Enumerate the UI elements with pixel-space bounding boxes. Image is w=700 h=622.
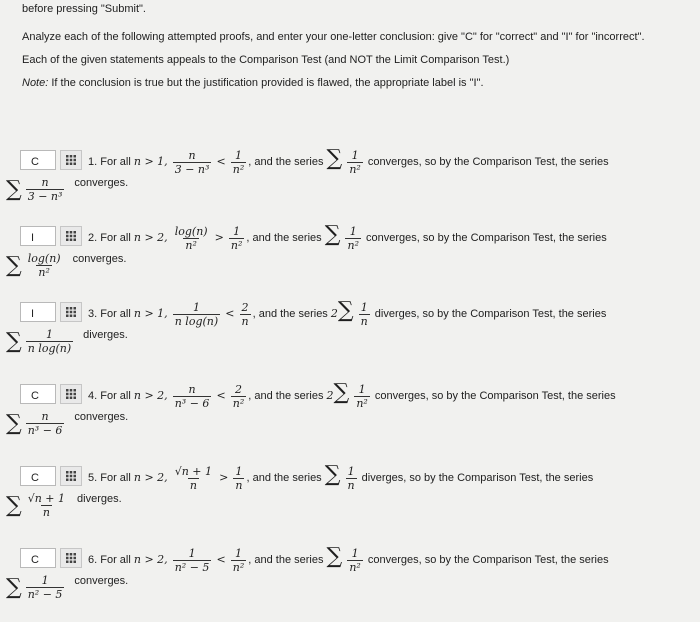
grid-icon-button-3[interactable] [60,302,82,322]
frac-den: n³ − 6 [174,396,210,410]
grid-icon [66,553,76,563]
frac-num: n [188,148,196,162]
answer-input-3[interactable] [20,302,56,322]
flaw-note [22,76,662,91]
sigma-symbol: ∑ [324,462,341,487]
frac-num: 1 [233,224,241,238]
statement-tail: converges, so by the Comparison Test, the series [362,232,607,244]
frac-den: n [235,478,243,492]
frac-den: n [360,314,368,328]
frac-num: 1 [41,574,49,587]
frac-num: 1 [235,546,243,560]
grid-icon-button-1[interactable] [60,150,82,170]
fraction-left [173,301,220,328]
frac-den: 3 − n³ [174,162,210,176]
frac-num: log(n) [27,252,61,265]
fraction-left [173,149,212,176]
statement-tail: converges, so by the Comparison Test, the series [364,156,609,168]
frac-den: n² [232,560,245,574]
fraction-compare [347,149,363,176]
frac-num: 1 [192,300,200,314]
statement-mid: , and the series [246,232,325,244]
frac-num: √n + 1 [174,464,213,478]
frac-den: n log(n) [174,314,219,328]
frac-den: n [189,478,197,492]
frac-den: n² [185,238,197,252]
fraction-left [173,383,212,410]
sigma-symbol: ∑ [326,146,343,171]
frac-den: n² [349,560,361,574]
fraction-right [240,301,251,328]
statement-mid: , and the series [246,472,325,484]
fraction-left [173,465,214,492]
sigma-symbol: ∑ [337,298,354,323]
problem-1 [0,146,700,226]
frac-den: 3 − n³ [27,190,63,203]
instructions [22,30,662,99]
condition: n > 2, [133,553,168,566]
frac-num: 1 [45,328,53,341]
frac-den: n² − 5 [27,588,63,601]
series-2 [6,252,126,279]
series-fraction [26,410,65,437]
statement-lead: 2. For all [88,232,134,244]
series-conclusion: diverges. [77,492,122,505]
series-conclusion: converges. [74,410,129,423]
series-4 [6,410,128,437]
answer-input-4[interactable] [20,384,56,404]
frac-num: √n + 1 [27,492,66,505]
condition: n > 2, [133,471,168,484]
sigma-symbol: ∑ [326,544,343,569]
frac-num: 1 [188,546,196,560]
frac-den: n² [349,162,361,176]
frac-num: 1 [235,148,243,162]
statement-tail: converges, so by the Comparison Test, the series [371,390,616,402]
statement-tail: converges, so by the Comparison Test, the series [364,554,609,566]
inequality: < [216,155,226,168]
series-conclusion: diverges. [83,328,128,341]
statement-mid: , and the series [248,156,327,168]
statement-5 [88,462,593,492]
grid-icon [66,307,76,317]
series-5 [6,492,122,519]
statement-lead: 4. For all [88,390,134,402]
frac-num: n [188,382,196,396]
statement-2 [88,222,607,252]
fraction-left [173,225,210,252]
sigma-symbol: ∑ [6,575,22,600]
sigma-symbol: ∑ [6,253,22,278]
problem-3 [0,298,700,378]
statement-tail: diverges, so by the Comparison Test, the series [371,308,607,320]
grid-icon-button-6[interactable] [60,548,82,568]
frac-den: n [42,506,50,519]
grid-icon [66,471,76,481]
intro-text: Analyze each of the following attempted proofs, and enter your one-letter conclusion: give "C" for "correct" and "I" for "incorrect". [22,31,645,43]
inequality: > [214,231,224,244]
frac-num: 1 [235,464,243,478]
coefficient: 2 [330,307,338,320]
series-conclusion: converges. [72,252,127,265]
condition: n > 1, [133,307,168,320]
frac-den: n² [232,162,245,176]
sigma-symbol: ∑ [324,222,341,247]
series-conclusion: converges. [74,574,129,587]
statement-lead: 3. For all [88,308,134,320]
grid-icon-button-2[interactable] [60,226,82,246]
series-fraction [26,328,73,355]
statement-1 [88,146,609,176]
series-fraction [26,492,67,519]
statement-lead: 1. For all [88,156,134,168]
frac-num: 2 [235,382,243,396]
problem-2 [0,222,700,302]
answer-input-2[interactable] [20,226,56,246]
sigma-symbol: ∑ [6,177,22,202]
statement-6 [88,544,609,574]
comparison-note: Each of the given statements appeals to the Comparison Test (and NOT the Limit Comparison Test.) [22,54,510,66]
inequality: < [216,389,226,402]
statement-4 [88,380,616,410]
grid-icon [66,389,76,399]
fraction-right [231,383,247,410]
answer-input-1[interactable] [20,150,56,170]
top-line: before pressing "Submit". [22,3,146,15]
note-label: Note: [22,77,49,89]
grid-icon-button-4[interactable] [60,384,82,404]
frac-den: n² [347,238,359,252]
fraction-compare [354,383,370,410]
statement-3 [88,298,606,328]
series-fraction [26,176,65,203]
frac-den: n [241,314,249,328]
frac-num: 1 [351,546,359,560]
frac-num: 1 [347,464,355,478]
fraction-right [229,225,245,252]
frac-den: n² [38,266,50,279]
coefficient: 2 [326,389,334,402]
frac-den: n² [356,396,368,410]
fraction-right [233,465,244,492]
condition: n > 2, [133,231,168,244]
inequality: > [219,471,229,484]
answer-input-5[interactable] [20,466,56,486]
condition: n > 1, [133,155,168,168]
series-fraction [26,252,63,279]
fraction-left [173,547,212,574]
answer-input-6[interactable] [20,548,56,568]
sigma-symbol: ∑ [6,493,22,518]
series-3 [6,328,128,355]
statement-lead: 5. For all [88,472,134,484]
sigma-symbol: ∑ [6,329,22,354]
frac-num: 1 [351,148,359,162]
statement-mid: , and the series [248,390,327,402]
fraction-compare [347,547,363,574]
grid-icon [66,155,76,165]
fraction-compare [346,465,357,492]
sigma-symbol: ∑ [6,411,22,436]
series-conclusion: converges. [74,176,129,189]
frac-num: 2 [241,300,249,314]
grid-icon [66,231,76,241]
frac-den: n² [230,238,243,252]
fraction-compare [359,301,370,328]
frac-den: n² − 5 [174,560,210,574]
frac-den: n [347,478,355,492]
frac-num: 1 [358,382,366,396]
frac-num: n [41,176,49,189]
series-6 [6,574,128,601]
frac-num: n [41,410,49,423]
series-fraction [26,574,65,601]
inequality: < [216,553,226,566]
statement-tail: diverges, so by the Comparison Test, the series [358,472,594,484]
grid-icon-button-5[interactable] [60,466,82,486]
frac-num: 1 [360,300,368,314]
problem-4 [0,380,700,460]
condition: n > 2, [133,389,168,402]
frac-den: n log(n) [27,342,72,355]
note-text: If the conclusion is true but the justification provided is flawed, the appropriate label is "I". [48,77,484,89]
problem-5 [0,462,700,542]
statement-lead: 6. For all [88,554,134,566]
statement-mid: , and the series [248,554,327,566]
inequality: < [225,307,235,320]
frac-num: 1 [349,224,357,238]
frac-den: n² [232,396,245,410]
statement-mid: , and the series [252,308,331,320]
fraction-right [231,149,247,176]
problem-6 [0,544,700,622]
fraction-right [231,547,247,574]
fraction-compare [345,225,361,252]
frac-num: log(n) [174,224,208,238]
series-1 [6,176,128,203]
frac-den: n³ − 6 [27,424,63,437]
sigma-symbol: ∑ [333,380,350,405]
